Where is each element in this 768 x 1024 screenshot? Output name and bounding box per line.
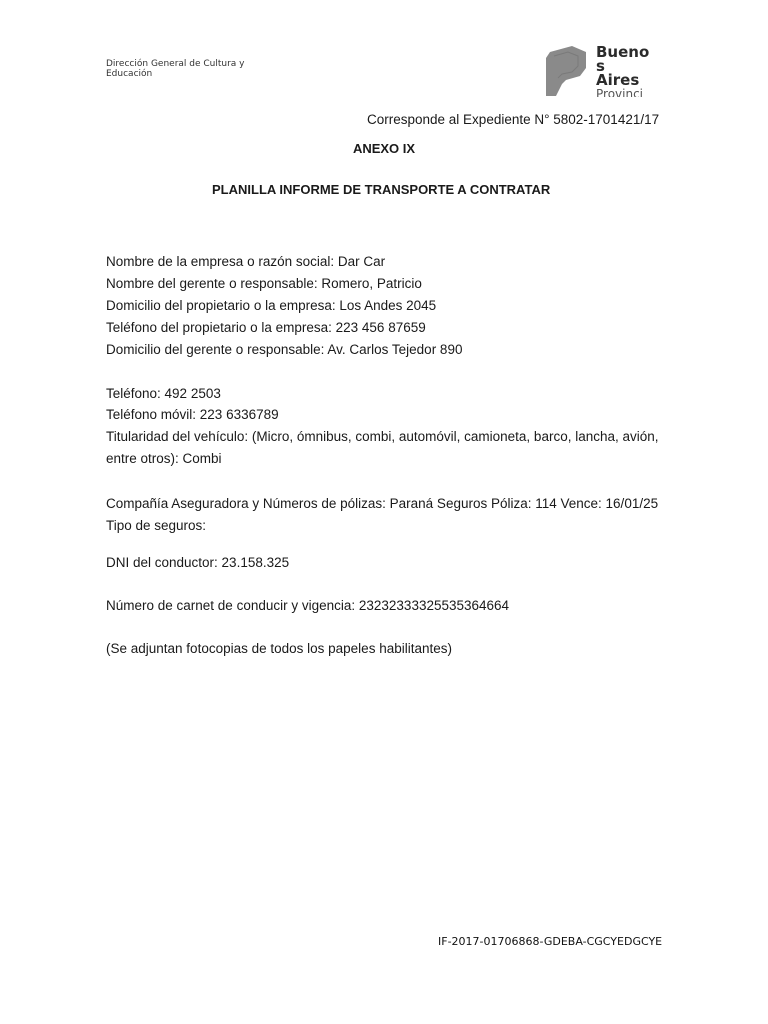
field-titularidad-line2: entre otros): Combi	[106, 451, 222, 466]
annex-label: ANEXO IX	[352, 141, 416, 156]
expediente-reference: Corresponde al Expediente N° 5802-1701421/17	[367, 112, 660, 127]
field-nota: (Se adjuntan fotocopias de todos los papeles habilitantes)	[106, 641, 452, 656]
logo-line1: Bueno	[596, 44, 650, 61]
form-title: PLANILLA INFORME DE TRANSPORTE A CONTRATAR	[212, 182, 551, 197]
logo-line4: Provinci	[596, 87, 644, 97]
field-telefono-movil: Teléfono móvil: 223 6336789	[106, 407, 279, 422]
organization-header	[106, 59, 296, 79]
field-carnet: Número de carnet de conducir y vigencia: 23232333325535364664	[106, 598, 510, 613]
field-telefono-empresa: Teléfono del propietario o la empresa: 223 456 87659	[106, 320, 426, 335]
logo-wordmark	[596, 45, 649, 97]
buenos-aires-logo	[542, 44, 662, 97]
logo-line2: s	[596, 57, 605, 75]
org-name-line1: Dirección General de Cultura y	[106, 59, 245, 69]
field-tipo-seguros: Tipo de seguros:	[106, 518, 207, 533]
field-dni: DNI del conductor: 23.158.325	[106, 555, 290, 570]
field-telefono: Teléfono: 492 2503	[106, 386, 221, 401]
document-id: IF-2017-01706868-GDEBA-CGCYEDGCYE	[438, 935, 663, 948]
field-domicilio-empresa: Domicilio del propietario o la empresa: Los Andes 2045	[106, 298, 437, 313]
province-shape-icon	[542, 44, 596, 97]
field-titularidad-line1: Titularidad del vehículo: (Micro, ómnibus, combi, automóvil, camioneta, barco, lancha, avión,	[106, 429, 659, 444]
field-gerente: Nombre del gerente o responsable: Romero, Patricio	[106, 276, 422, 291]
field-aseguradora: Compañía Aseguradora y Números de pólizas: Paraná Seguros Póliza: 114 Vence: 16/01/25	[106, 496, 659, 511]
field-empresa: Nombre de la empresa o razón social: Dar Car	[106, 254, 386, 269]
logo-line3: Aires	[596, 71, 640, 89]
org-name-line2: Educación	[106, 69, 153, 79]
field-domicilio-gerente: Domicilio del gerente o responsable: Av. Carlos Tejedor 890	[106, 342, 463, 357]
annex-title	[0, 141, 768, 157]
